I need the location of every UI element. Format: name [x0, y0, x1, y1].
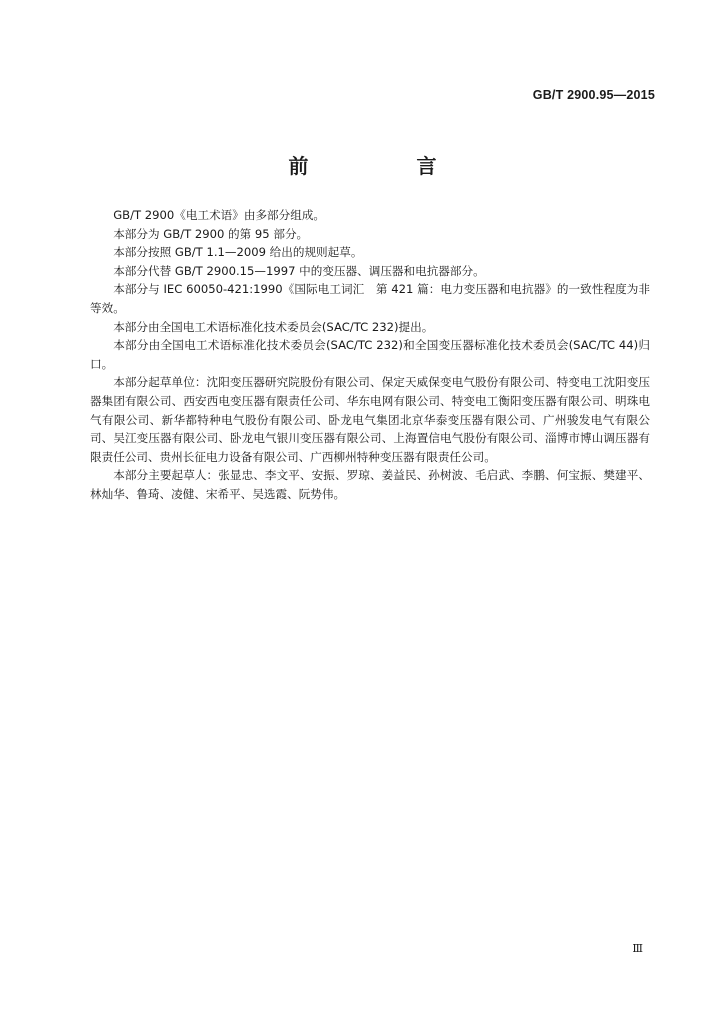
- paragraph-under-jurisdiction: 本部分由全国电工术语标准化技术委员会(SAC/TC 232)和全国变压器标准化技术委员会(SAC/TC 44)归口。: [90, 338, 650, 371]
- standard-code: GB/T 2900.95—2015: [532, 88, 655, 102]
- paragraph-replaces: 本部分代替 GB/T 2900.15—1997 中的变压器、调压器和电抗器部分。: [113, 263, 485, 278]
- paragraph-drafting-rules: 本部分按照 GB/T 1.1—2009 给出的规则起草。: [113, 245, 363, 260]
- paragraph-drafting-units: 本部分起草单位：沈阳变压器研究院股份有限公司、保定天威保变电气股份有限公司、特变电工沈阳变压器集团有限公司、西安西电变压器有限责任公司、华东电网有限公司、特变电工衡阳变压器有限公司、明珠电气有限公司、新华都特种电气股份有限公司、卧龙电气集团北京华泰变压器有限公司、广州骏发电气有限公司、吴江变压器有限公司、卧龙电气银川变压器有限公司、上海置信电气股份有限公司、淄博市博山调压器有限责任公司、贵州长征电力设备有限公司、广西柳州特种变压器有限责任公司。: [90, 375, 650, 464]
- paragraph-main-drafters: 本部分主要起草人：张显忠、李文平、安振、罗琼、姜益民、孙树波、毛启武、李鹏、何宝振、樊建平、林灿华、鲁琦、凌健、宋希平、吴选霞、阮势伟。: [90, 468, 650, 501]
- page-title: 前 言: [288, 154, 481, 178]
- paragraph-part-number: 本部分为 GB/T 2900 的第 95 部分。: [113, 226, 309, 241]
- foreword-body: [90, 206, 650, 504]
- page-number: Ⅲ: [632, 942, 643, 955]
- paragraph-proposed-by: 本部分由全国电工术语标准化技术委员会(SAC/TC 232)提出。: [113, 319, 434, 334]
- paragraph-iec-equivalence: 本部分与 IEC 60050-421:1990《国际电工词汇 第 421 篇：电力变压器和电抗器》的一致性程度为非等效。: [90, 282, 650, 315]
- paragraph-series: GB/T 2900《电工术语》由多部分组成。: [113, 208, 326, 222]
